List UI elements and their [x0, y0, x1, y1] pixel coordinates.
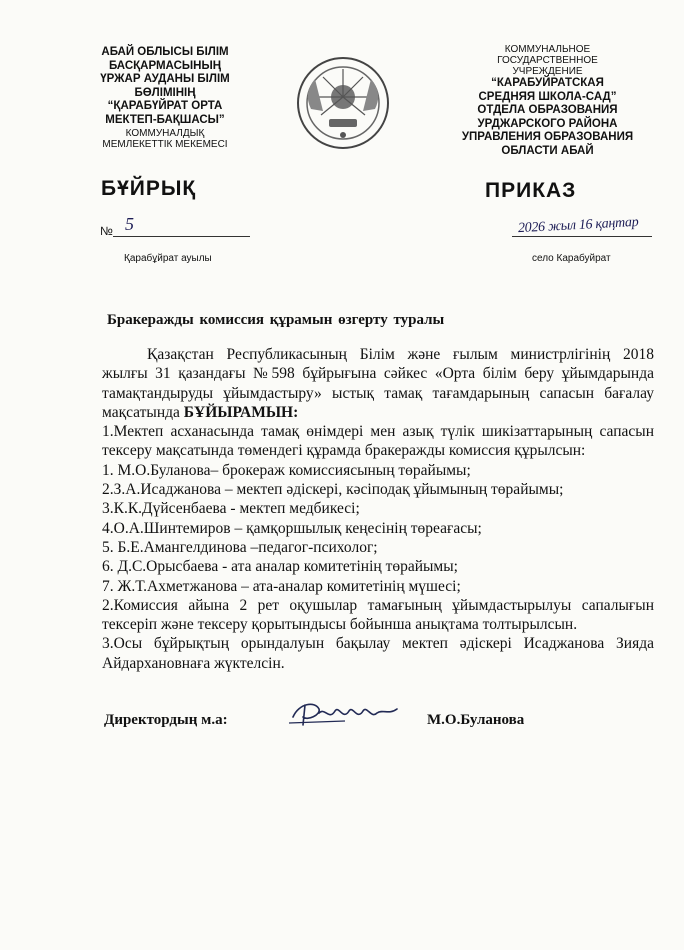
place-kz: Қарабұйрат ауылы [124, 253, 212, 264]
header-left-kz [70, 46, 260, 150]
item1-line: 1.Мектеп асханасында тамақ өнімдері мен азық түлік шикізаттарының сапасын [102, 423, 654, 441]
order-number-underline [113, 236, 250, 237]
item3-line: Айдархановнаға жүктелсін. [102, 654, 285, 672]
order-subject: Бракеражды комиссия құрамын өзгерту туралы [107, 312, 445, 328]
intro-line: жылғы 31 қазандағы №598 бұйрығына сәйкес «Орта білім беру ұйымдарында [102, 365, 654, 383]
header-left-line: ҮРЖАР АУДАНЫ БІЛІМ [100, 73, 230, 86]
order-date-underline [512, 236, 652, 237]
header-right-line: УПРАВЛЕНИЯ ОБРАЗОВАНИЯ [461, 131, 634, 144]
member-item: 4.О.А.Шинтемиров – қамқоршылық кеңесінің төреағасы; [102, 519, 482, 537]
header-right-line: “КАРАБУЙРАТСКАЯ [491, 77, 604, 89]
member-item: 5. Б.Е.Амангелдинова –педагог-психолог; [102, 538, 378, 556]
place-ru: село Карабуйрат [532, 253, 611, 264]
header-right-small-line: КОММУНАЛЬНОЕ [504, 44, 591, 55]
header-left-line: БАСҚАРМАСЫНЫҢ [108, 59, 222, 72]
header-right-small-line: ГОСУДАРСТВЕННОЕ [497, 55, 598, 66]
item1-line: тексеру мақсатында төмендегі құрамда бракеражды комиссия құрылсын: [102, 442, 586, 460]
member-item: 1. М.О.Буланова– брокераж комиссиясының төрайымы; [102, 461, 471, 479]
order-date-handwritten: 2026 жыл 16 қаңтар [517, 214, 639, 237]
state-emblem-icon [293, 53, 393, 153]
signatory-name: М.О.Буланова [427, 712, 525, 728]
order-number-label: № [100, 224, 113, 238]
member-item: 3.К.К.Дүйсенбаева - мектеп медбикесі; [102, 500, 360, 518]
member-item: 2.З.А.Исаджанова – мектеп әдіскері, кәсіподақ ұйымының төрайымы; [102, 481, 564, 499]
item2-line: тексеріп және тексеру қорытындысы бойынша анықтама толтырылсын. [102, 616, 578, 634]
header-right-ru [445, 44, 650, 159]
intro-last-prefix: мақсатында [102, 403, 184, 421]
intro-last-line [102, 403, 654, 422]
order-command: БҰЙЫРАМЫН: [183, 403, 299, 421]
title-ru: ПРИКАЗ [485, 179, 577, 202]
member-item: 7. Ж.Т.Ахметжанова – ата-аналар комитетінің мүшесі; [102, 577, 461, 595]
header-right-small-line: УЧРЕЖДЕНИЕ [512, 66, 583, 77]
handwritten-signature-icon [285, 695, 405, 735]
header-left-line: АБАЙ ОБЛЫСЫ БІЛІМ [101, 46, 229, 58]
header-left-line: МЕКТЕП-БАҚШАСЫ” [105, 113, 225, 126]
order-body [102, 345, 654, 673]
intro-line: Қазақстан Республикасының Білім және ғылым министрлігінің 2018 [147, 346, 654, 363]
header-right-line: ОБЛАСТИ АБАЙ [501, 144, 594, 157]
header-left-small-line: КОММУНАЛДЫҚ [125, 127, 205, 139]
member-item: 6. Д.С.Орысбаева - ата аналар комитетінің төрайымы; [102, 558, 458, 576]
intro-line: тамақтандыруды ұйымдастыру» ыстық тамақ тағамдарының сапасын бағалау [102, 384, 654, 402]
header-right-line: ОТДЕЛА ОБРАЗОВАНИЯ [477, 104, 618, 117]
header-left-line: “ҚАРАБҮЙРАТ ОРТА [107, 100, 223, 113]
signature-label: Директордың м.а: [104, 712, 228, 728]
title-kz: БҰЙРЫҚ [101, 177, 197, 200]
item2-line: 2.Комиссия айына 2 рет оқушылар тамағының ұйымдастырылуы сапалығын [102, 596, 654, 614]
item3-line: 3.Осы бұйрықтың орындалуын бақылау мектеп әдіскері Исаджанова Зияда [102, 635, 654, 653]
order-number-handwritten: 5 [125, 214, 134, 234]
header-right-line: СРЕДНЯЯ ШКОЛА-САД” [478, 90, 617, 103]
header-right-line: УРДЖАРСКОГО РАЙОНА [477, 117, 618, 130]
header-left-small-line: МЕМЛЕКЕТТІК МЕКЕМЕСІ [102, 138, 228, 150]
header-left-line: БӨЛІМІНІҢ [134, 86, 196, 99]
